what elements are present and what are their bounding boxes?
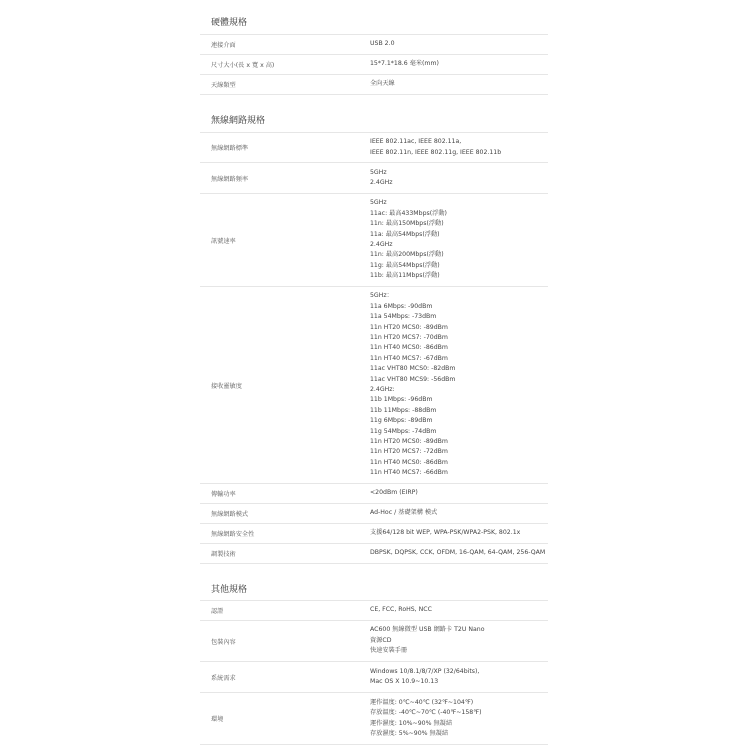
spec-value-line: 11n HT40 MCS0: -86dBm: [370, 458, 448, 466]
hardware-section-title: 硬體規格: [211, 18, 248, 28]
spec-label: 無線網路頻率: [211, 175, 249, 183]
spec-value: [360, 194, 548, 286]
spec-row: [200, 524, 548, 544]
spec-value-line: 5GHz: [370, 199, 387, 207]
spec-label: 包裝內容: [211, 638, 236, 646]
spec-value-line: 支援64/128 bit WEP, WPA-PSK/WPA2-PSK, 802.1x: [370, 529, 521, 537]
spec-value-line: 11a: 最高54Mbps(浮動): [370, 230, 440, 238]
spec-value: [360, 55, 548, 74]
spec-value-line: 11g 54Mbps: -74dBm: [370, 427, 437, 435]
spec-label: 天線類型: [211, 82, 236, 89]
spec-value-line: 快速安裝手冊: [370, 647, 408, 655]
spec-label: 認證: [211, 608, 224, 615]
spec-row: [200, 662, 548, 693]
wireless-section-title: 無線網路規格: [211, 116, 266, 126]
spec-value-line: IEEE 802.11ac, IEEE 802.11a,: [370, 138, 462, 146]
spec-value: [360, 504, 548, 523]
spec-value-line: 5GHz：: [370, 292, 393, 300]
spec-value-line: 11n HT40 MCS7: -66dBm: [370, 469, 448, 477]
spec-row: [200, 621, 548, 662]
spec-value-line: 11ac VHT80 MCS0: -82dBm: [370, 365, 456, 373]
spec-value-line: Mac OS X 10.9~10.13: [370, 678, 439, 685]
spec-value-line: 2.4GHz: [370, 241, 393, 248]
spec-label: 系統需求: [211, 674, 236, 682]
spec-value-line: 15*7.1*18.6 毫米(mm): [370, 60, 439, 68]
spec-value-line: 11b 11Mbps: -88dBm: [370, 406, 437, 414]
spec-value-line: 11n HT40 MCS7: -67dBm: [370, 354, 448, 362]
spec-value: [360, 163, 548, 193]
spec-value: [360, 287, 548, 483]
spec-row: [200, 484, 548, 504]
spec-row: [200, 287, 548, 484]
spec-row: [200, 163, 548, 194]
other-spec-table: [200, 600, 548, 745]
spec-value-line: CE, FCC, RoHS, NCC: [370, 606, 432, 614]
spec-value-line: Windows 10/8.1/8/7/XP (32/64bits),: [370, 667, 480, 675]
spec-value-line: 11n: 最高150Mbps(浮動): [370, 220, 444, 228]
spec-value-line: 存放溫度: -40℃~70℃ (-40℉~158℉): [370, 709, 482, 717]
spec-label: 調製技術: [211, 551, 236, 558]
spec-value-line: AC600 無線微型 USB 網路卡 T2U Nano: [370, 626, 485, 634]
spec-value-line: 11ac VHT80 MCS9: -56dBm: [370, 375, 456, 383]
spec-value-line: 2.4GHz: [370, 179, 393, 186]
spec-value: [360, 75, 548, 94]
spec-value-line: IEEE 802.11n, IEEE 802.11g, IEEE 802.11b: [370, 148, 502, 156]
spec-value-line: 11n HT20 MCS7: -70dBm: [370, 333, 448, 341]
spec-value-line: 5GHz: [370, 168, 387, 176]
spec-label: 訊號速率: [211, 237, 236, 245]
spec-value: [360, 693, 548, 744]
spec-value-line: 全向天線: [370, 80, 395, 88]
spec-value-line: 11a 54Mbps: -73dBm: [370, 313, 437, 321]
spec-value-line: 11n HT20 MCS0: -89dBm: [370, 438, 448, 446]
spec-row: [200, 601, 548, 621]
spec-label: 環境: [211, 716, 224, 723]
spec-label: 接收靈敏度: [211, 382, 242, 390]
spec-row: [200, 194, 548, 287]
hardware-spec-table: [200, 34, 548, 95]
spec-value-line: DBPSK, DQPSK, CCK, OFDM, 16-QAM, 64-QAM, 256-QAM: [370, 549, 546, 557]
spec-row: [200, 55, 548, 75]
spec-value-line: <20dBm (EIRP): [370, 489, 418, 497]
spec-value-line: USB 2.0: [370, 40, 395, 48]
other-section-title: 其他規格: [211, 585, 248, 595]
spec-value: [360, 133, 548, 162]
spec-row: [200, 133, 548, 163]
spec-row: [200, 35, 548, 55]
spec-label: 連接介面: [211, 42, 236, 49]
spec-value: [360, 35, 548, 54]
spec-value: [360, 484, 548, 503]
spec-value-line: 11n: 最高200Mbps(浮動): [370, 251, 444, 259]
spec-value-line: 11b 1Mbps: -96dBm: [370, 396, 433, 404]
spec-value: [360, 544, 548, 563]
spec-value-line: 11n HT20 MCS0: -89dBm: [370, 323, 448, 331]
spec-value-line: 資源CD: [370, 636, 392, 644]
spec-value-line: 11g 6Mbps: -89dBm: [370, 417, 433, 425]
spec-value-line: Ad-Hoc / 基礎架構 模式: [370, 509, 438, 517]
spec-value: [360, 662, 548, 692]
spec-label: 無線網路標準: [211, 145, 249, 152]
spec-label: 無線網路安全性: [211, 531, 255, 538]
spec-value-line: 運作濕度: 10%~90% 無凝結: [370, 719, 453, 727]
spec-value: [360, 524, 548, 543]
spec-value-line: 11b: 最高11Mbps(浮動): [370, 272, 440, 280]
spec-value-line: 2.4GHz:: [370, 386, 395, 393]
spec-value-line: 11n HT40 MCS0: -86dBm: [370, 344, 448, 352]
spec-value-line: 11ac: 最高433Mbps(浮動): [370, 209, 447, 217]
spec-value: [360, 621, 548, 661]
spec-value: [360, 601, 548, 620]
spec-row: [200, 544, 548, 564]
spec-value-line: 11a 6Mbps: -90dBm: [370, 302, 433, 310]
spec-row: [200, 75, 548, 95]
wireless-spec-table: [200, 132, 548, 564]
spec-label: 尺寸大小(長 x 寬 x 高): [211, 62, 275, 69]
spec-label: 傳輸功率: [211, 491, 236, 498]
spec-value-line: 運作溫度: 0℃~40℃ (32℉~104℉): [370, 698, 474, 706]
spec-value-line: 11g: 最高54Mbps(浮動): [370, 261, 440, 269]
spec-row: [200, 693, 548, 745]
spec-value-line: 11n HT20 MCS7: -72dBm: [370, 448, 448, 456]
spec-value-line: 存放濕度: 5%~90% 無凝結: [370, 729, 449, 737]
spec-label: 無線網路模式: [211, 511, 249, 518]
spec-row: [200, 504, 548, 524]
